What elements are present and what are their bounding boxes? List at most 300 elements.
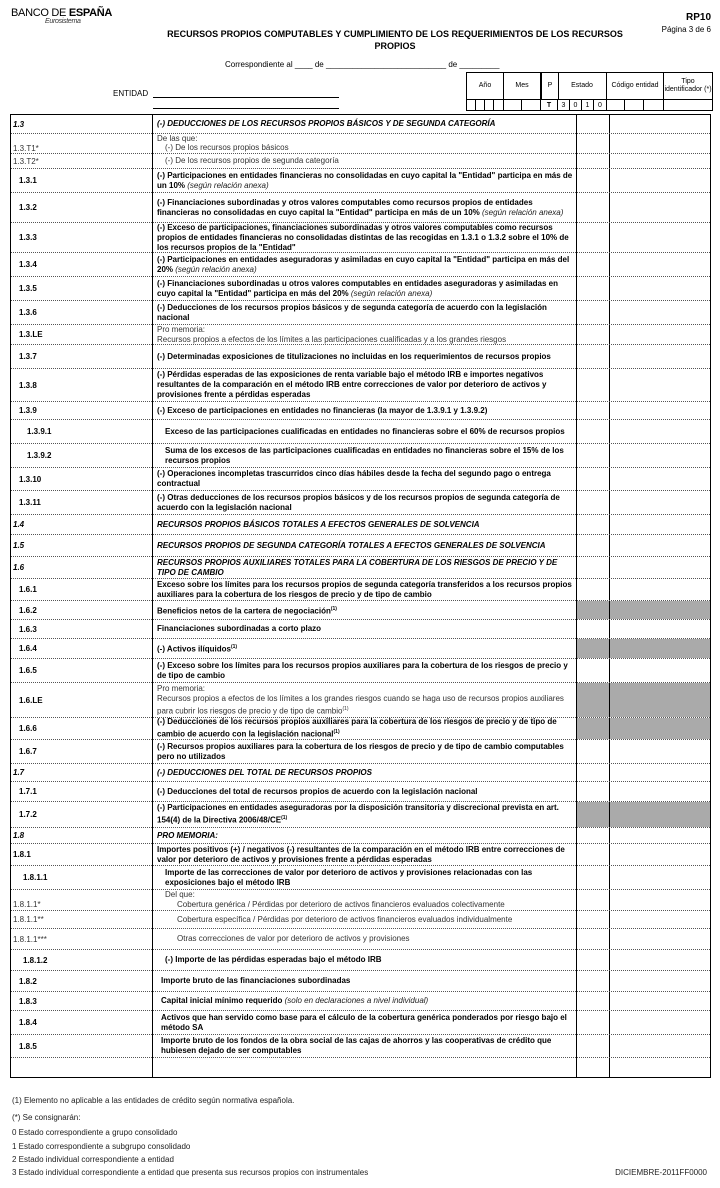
- value-cell-2[interactable]: [610, 764, 710, 781]
- entity-code-header: Código entidad: [607, 73, 664, 99]
- row-code: 1.5: [13, 541, 25, 550]
- row-code: 1.6.6: [19, 724, 37, 733]
- table-row: [11, 325, 710, 345]
- row-text: Importe bruto de los fondos de la obra social de las cajas de ahorros y las cooperativas de crédito que hubiesen dejado de ser computables: [161, 1036, 552, 1055]
- table-row: [11, 515, 710, 535]
- row-description: [153, 115, 575, 133]
- value-cell-2: [610, 802, 710, 827]
- value-cell-2[interactable]: [610, 468, 710, 490]
- row-text: (-) Recursos propios auxiliares para la cobertura de los riesgos de precio y de tipo de cambio computables pero no utilizados: [157, 741, 564, 761]
- row-text: (-) Deducciones de los recursos propios básicos y de segunda categoría de acuerdo con la legislación nacional: [157, 302, 547, 322]
- row-code: 1.3.3: [19, 233, 37, 242]
- row-description: [153, 535, 575, 556]
- value-cell-1[interactable]: [577, 402, 609, 419]
- table-row: [11, 535, 710, 557]
- value-cell-2[interactable]: [610, 740, 710, 763]
- value-cell-2[interactable]: [610, 253, 710, 276]
- footer-note: 0 Estado correspondiente a grupo consolidado: [12, 1128, 178, 1137]
- id-cell[interactable]: [644, 100, 664, 111]
- row-description: [153, 639, 575, 658]
- footnote-ref: (1): [330, 605, 337, 612]
- value-cell-1[interactable]: [577, 444, 609, 467]
- value-cell-1[interactable]: [577, 535, 609, 556]
- value-cell-1[interactable]: [577, 890, 609, 899]
- value-cell-2[interactable]: [610, 620, 710, 638]
- row-text: (-) DEDUCCIONES DE LOS RECURSOS PROPIOS BÁSICOS Y DE SEGUNDA CATEGORÍA: [157, 119, 496, 128]
- value-cell-2[interactable]: [610, 971, 710, 991]
- row-description: [153, 154, 575, 168]
- row-text: (-) De los recursos propios básicos: [165, 143, 289, 152]
- table-row: [11, 782, 710, 802]
- row-text: De las que:: [157, 133, 198, 143]
- report-table: [10, 114, 711, 1078]
- table-row: [11, 115, 710, 134]
- row-code: 1.6.4: [19, 644, 37, 653]
- table-row: [11, 444, 710, 468]
- row-code: 1.3.T1*: [13, 143, 39, 153]
- row-code: 1.3.8: [19, 380, 37, 390]
- row-code: 1.3.9.2: [27, 451, 52, 460]
- table-row: [11, 491, 710, 515]
- p-header: P: [541, 73, 559, 99]
- row-text: (-) Participaciones en entidades aseguradoras por la disposición transitoria y discrecional prevista en art. 154(4) de la Directiva 2006/48/CE: [157, 803, 559, 825]
- value-cell-2[interactable]: [610, 535, 710, 556]
- entity-field-line-2[interactable]: [153, 108, 339, 109]
- value-cell-1[interactable]: [577, 828, 609, 843]
- value-cell-1[interactable]: [577, 911, 609, 928]
- row-text: Exceso de las participaciones cualificadas en entidades no financieras sobre el 60% de recursos propios: [165, 426, 565, 436]
- value-cell-1[interactable]: [577, 193, 609, 222]
- value-cell-1[interactable]: [577, 782, 609, 801]
- row-description: [153, 683, 575, 717]
- row-code: 1.6.1: [19, 585, 37, 594]
- row-code: 1.6: [13, 563, 25, 572]
- entity-label: ENTIDAD: [113, 89, 149, 98]
- row-code: 1.3.1: [19, 176, 37, 185]
- row-text: Pro memoria: Recursos propios a efectos de los límites a los grandes riesgos cuando se haga uso de recursos propios auxiliares para cubrir los riesgos de precio y de tipo de cambio: [157, 683, 564, 716]
- value-cell-1[interactable]: [577, 134, 609, 143]
- value-cell-2[interactable]: [610, 911, 710, 928]
- row-description: [153, 223, 575, 252]
- row-text: Otras correcciones de valor por deterioro de activos y provisiones: [177, 934, 410, 943]
- value-cell-2[interactable]: [610, 491, 710, 514]
- row-code: 1.3.T2*: [13, 156, 39, 166]
- row-description: [153, 992, 575, 1010]
- row-text: (-) Pérdidas esperadas de las exposiciones de renta variable bajo el método IRB e importes negativos resultantes de la comparación en el método IRB entre correcciones de valor por deterioro de activos y provisiones frente a pérdidas esperadas: [157, 370, 547, 399]
- form-code: RP10: [685, 12, 711, 23]
- value-cell-1: [577, 802, 609, 827]
- row-code: 1.8.1.1***: [13, 934, 47, 944]
- table-row: [11, 1035, 710, 1058]
- value-cell-2[interactable]: [610, 223, 710, 252]
- table-row: [11, 802, 710, 828]
- row-code: 1.7.1: [19, 787, 37, 796]
- row-description: [153, 325, 575, 344]
- row-code: 1.6.2: [19, 605, 37, 615]
- value-cell-2[interactable]: [610, 782, 710, 801]
- value-cell-1[interactable]: [577, 253, 609, 276]
- row-text: (-) Importe de las pérdidas esperadas bajo el método IRB: [165, 955, 382, 964]
- row-code: 1.6.3: [19, 624, 37, 634]
- row-text: Activos que han servido como base para el cálculo de la cobertura genérica ponderados por riesgo bajo el método SA: [161, 1012, 567, 1032]
- row-text: (-) De los recursos propios de segunda categoría: [165, 156, 339, 165]
- row-description: [153, 345, 575, 368]
- state-header: Estado: [558, 73, 607, 99]
- value-cell-2[interactable]: [610, 369, 710, 401]
- table-row: [11, 193, 710, 223]
- logo-subtitle: Eurosistema: [45, 18, 81, 25]
- table-row: [11, 277, 710, 301]
- bank-logo: [11, 7, 112, 25]
- value-cell-2: [610, 718, 710, 739]
- value-cell-1[interactable]: [577, 929, 609, 949]
- table-row: [11, 253, 710, 277]
- row-code: 1.7: [13, 768, 25, 777]
- value-cell-1[interactable]: [577, 740, 609, 763]
- row-text: (-) Participaciones en entidades financieras no consolidadas en cuyo capital la "Entidad" participa en más de un 10%: [157, 170, 573, 190]
- id-cell[interactable]: [664, 100, 711, 111]
- row-text: RECURSOS PROPIOS DE SEGUNDA CATEGORÍA TOTALES A EFECTOS GENERALES DE SOLVENCIA: [157, 540, 546, 550]
- id-cells: [467, 99, 712, 111]
- row-code: 1.8.4: [19, 1018, 37, 1027]
- row-description: [153, 782, 575, 801]
- row-description: [153, 402, 575, 419]
- id-cell[interactable]: [494, 100, 504, 111]
- row-text: Exceso sobre los límites para los recursos propios de segunda categoría transferidos a los recursos propios auxiliares para la cobertura de los riesgos de precio y de tipo de cambio: [157, 579, 572, 599]
- row-description: [153, 193, 575, 222]
- value-cell-2[interactable]: [610, 444, 710, 467]
- row-text: (-) Deducciones del total de recursos propios de acuerdo con la legislación nacional: [157, 786, 478, 796]
- id-cell[interactable]: 0: [594, 100, 607, 111]
- row-description: [153, 420, 575, 443]
- row-description: [153, 911, 575, 928]
- value-cell-2[interactable]: [610, 515, 710, 534]
- value-cell-1[interactable]: [577, 169, 609, 192]
- value-cell-1[interactable]: [577, 866, 609, 889]
- table-row: [11, 1011, 710, 1035]
- row-text: RECURSOS PROPIOS AUXILIARES TOTALES PARA LA COBERTURA DE LOS RIESGOS DE PRECIO Y DE TIPO DE CAMBIO: [157, 557, 558, 577]
- footnote-ref: (1): [230, 644, 238, 651]
- row-text: (-) Exceso de participaciones, financiaciones subordinadas y otros valores computables como recursos propios de entidades financieras no consolidadas distintas de las recogidas en 1.3.1 o 1.3.2 sobre el 10% de los recursos propios de la "Entidad": [157, 222, 569, 252]
- row-code: [11, 134, 160, 143]
- row-text: (-) Otras deducciones de los recursos propios básicos y de los recursos propios de segunda categoría de acuerdo con la legislación nacional: [157, 492, 560, 512]
- year-header: Año: [467, 73, 504, 99]
- footnote-ref: (1): [333, 729, 340, 736]
- value-cell-1[interactable]: [577, 420, 609, 443]
- row-code: 1.3.9: [19, 406, 37, 415]
- row-description: [153, 1011, 575, 1034]
- value-cell-2[interactable]: [610, 143, 710, 153]
- table-row: [11, 620, 710, 639]
- value-cell-1[interactable]: [577, 844, 609, 865]
- value-cell-2[interactable]: [610, 1035, 710, 1057]
- value-cell-2: [610, 639, 710, 658]
- value-cell-1[interactable]: [577, 115, 609, 133]
- table-row: [11, 971, 710, 992]
- row-code: 1.6.5: [19, 666, 37, 675]
- row-text: Importes positivos (+) / negativos (-) resultantes de la comparación en el método IRB entre correcciones de valor por deterioro de activos y provisiones frente a pérdidas esperadas: [157, 844, 565, 864]
- value-cell-1[interactable]: [577, 301, 609, 324]
- row-code: 1.3.5: [19, 284, 37, 293]
- row-description: [153, 444, 575, 467]
- table-row: [11, 557, 710, 579]
- table-row: [11, 369, 710, 402]
- row-note: (según relación anexa): [479, 207, 564, 217]
- row-description: [153, 143, 575, 153]
- table-row: [11, 639, 710, 659]
- value-cell-2[interactable]: [610, 154, 710, 168]
- row-text: (-) Deducciones de los recursos propios auxiliares para la cobertura de los riesgos de precio y de tipo de cambio de acuerdo con la legislación nacional: [157, 717, 557, 739]
- value-cell-1[interactable]: [577, 143, 609, 153]
- row-text: Importe bruto de las financiaciones subordinadas: [161, 976, 351, 985]
- id-type-header: Tipo identificador (*): [664, 78, 712, 93]
- row-description: [153, 899, 575, 910]
- value-cell-1: [577, 718, 609, 739]
- row-text: (-) Operaciones incompletas trascurridos cinco días hábiles desde la fecha del segundo pago o entrega contractual: [157, 469, 551, 488]
- row-description: [153, 468, 575, 490]
- table-row: [11, 579, 710, 601]
- row-text: (-) Activos ilíquidos: [157, 644, 231, 654]
- id-cell[interactable]: [467, 100, 476, 111]
- value-cell-2[interactable]: [610, 950, 710, 970]
- id-cell[interactable]: [625, 100, 644, 111]
- value-cell-2[interactable]: [610, 301, 710, 324]
- table-row: [11, 740, 710, 764]
- id-cell[interactable]: [522, 100, 541, 111]
- footer-note: 3 Estado individual correspondiente a entidad que presenta sus recursos propios con instrumentales: [12, 1168, 369, 1177]
- value-cell-2[interactable]: [610, 169, 710, 192]
- row-code: [11, 890, 160, 899]
- row-code: 1.3.6: [19, 308, 37, 317]
- row-description: [153, 971, 575, 991]
- footer-note: 1 Estado correspondiente a subgrupo consolidado: [12, 1142, 191, 1151]
- row-description: [153, 950, 575, 970]
- table-row: [11, 169, 710, 193]
- value-cell-2[interactable]: [610, 325, 710, 344]
- id-cell[interactable]: [504, 100, 522, 111]
- value-cell-1[interactable]: [577, 369, 609, 401]
- row-description: [153, 557, 575, 578]
- row-text: RECURSOS PROPIOS BÁSICOS TOTALES A EFECTOS GENERALES DE SOLVENCIA: [157, 519, 480, 529]
- row-description: [153, 620, 575, 638]
- value-cell-1: [577, 639, 609, 658]
- row-code: 1.3.LE: [19, 330, 43, 339]
- page-title: RECURSOS PROPIOS COMPUTABLES Y CUMPLIMIENTO DE LOS REQUERIMIENTOS DE LOS RECURSOS PROPIOS: [167, 29, 623, 51]
- table-row: [11, 866, 710, 890]
- table-row: [11, 154, 710, 169]
- value-cell-2: [610, 683, 710, 717]
- id-cell[interactable]: [476, 100, 485, 111]
- row-code: 1.6.LE: [19, 695, 43, 705]
- table-row: [11, 402, 710, 420]
- table-row: [11, 899, 710, 911]
- row-description: [153, 491, 575, 514]
- value-cell-1[interactable]: [577, 899, 609, 910]
- footer-note: (1) Elemento no aplicable a las entidades de crédito según normativa española.: [12, 1096, 295, 1105]
- row-description: [153, 890, 575, 899]
- value-cell-2[interactable]: [610, 1011, 710, 1034]
- row-text: (-) Financiaciones subordinadas y otros valores computables como recursos propios de entidades financieras no consolidadas en cuyo capital la "Entidad" participa en más de un 10%: [157, 197, 533, 217]
- table-row: [11, 223, 710, 253]
- row-description: [153, 764, 575, 781]
- row-text: (-) DEDUCCIONES DEL TOTAL DE RECURSOS PROPIOS: [157, 767, 372, 777]
- value-cell-2[interactable]: [610, 828, 710, 843]
- value-cell-2[interactable]: [610, 402, 710, 419]
- value-cell-2[interactable]: [610, 193, 710, 222]
- table-row: [11, 764, 710, 782]
- value-cell-1[interactable]: [577, 515, 609, 534]
- value-cell-2[interactable]: [610, 866, 710, 889]
- value-cell-2[interactable]: [610, 277, 710, 300]
- value-cell-1[interactable]: [577, 764, 609, 781]
- value-cell-2[interactable]: [610, 420, 710, 443]
- row-description: [153, 579, 575, 600]
- value-cell-2[interactable]: [610, 579, 710, 600]
- row-description: [153, 515, 575, 534]
- row-description: [153, 1035, 575, 1057]
- value-cell-1[interactable]: [577, 345, 609, 368]
- value-cell-2[interactable]: [610, 134, 710, 143]
- row-description: [153, 844, 575, 865]
- table-row: [11, 468, 710, 491]
- row-description: [153, 740, 575, 763]
- row-description: [153, 659, 575, 682]
- value-cell-2[interactable]: [610, 899, 710, 910]
- row-code: 1.8.1: [13, 850, 31, 859]
- row-description: [153, 828, 575, 843]
- logo-text-a: BANCO DE: [11, 7, 69, 19]
- value-cell-2[interactable]: [610, 992, 710, 1010]
- row-description: [153, 929, 575, 949]
- table-row: [11, 420, 710, 444]
- row-text: (-) Determinadas exposiciones de titulizaciones no incluidas en los requerimientos de recursos propios: [157, 351, 551, 361]
- row-text: (-) Financiaciones subordinadas u otros valores computables en entidades aseguradoras y asimiladas en cuyo capital la "Entidad" participa en más del 20%: [157, 278, 559, 298]
- row-note: (según relación anexa): [185, 180, 269, 190]
- value-cell-1: [577, 683, 609, 717]
- footnote-ref: (1): [281, 815, 288, 822]
- value-cell-1[interactable]: [577, 557, 609, 578]
- row-code: 1.3.7: [19, 352, 37, 361]
- row-code: 1.6.7: [19, 747, 37, 756]
- value-cell-1[interactable]: [577, 620, 609, 638]
- table-row: [11, 301, 710, 325]
- id-cell[interactable]: 3: [558, 100, 570, 111]
- value-cell-2[interactable]: [610, 844, 710, 865]
- row-code: 1.3.4: [19, 260, 37, 269]
- row-code: 1.7.2: [19, 810, 37, 819]
- row-code: 1.3.9.1: [27, 427, 52, 436]
- row-description: [153, 277, 575, 300]
- value-cell-1[interactable]: [577, 223, 609, 252]
- row-text: (-) Exceso sobre los límites para los recursos propios auxiliares para la cobertura de los riesgos de precio y de tipo de cambio: [157, 660, 568, 680]
- table-row: [11, 911, 710, 929]
- row-text: Capital inicial mínimo requerido: [161, 996, 283, 1005]
- row-text: Importe de las correcciones de valor por deterioro de activos y provisiones relacionadas con las exposiciones bajo el método IRB: [165, 867, 533, 887]
- row-description: [153, 369, 575, 401]
- value-cell-2[interactable]: [610, 890, 710, 899]
- row-note: (según relación anexa): [173, 264, 257, 274]
- row-code: 1.8.1.1**: [13, 915, 44, 924]
- row-code: 1.4: [13, 520, 25, 529]
- row-text: (-) Exceso de participaciones en entidades no financieras (la mayor de 1.3.9.1 y 1.3.9.2): [157, 405, 488, 415]
- footnote-ref: (1): [342, 705, 349, 712]
- value-cell-1[interactable]: [577, 277, 609, 300]
- table-row: [11, 890, 710, 899]
- value-cell-2[interactable]: [610, 659, 710, 682]
- id-cell[interactable]: T: [541, 100, 558, 111]
- value-cell-1[interactable]: [577, 491, 609, 514]
- id-cell[interactable]: 0: [570, 100, 582, 111]
- row-code: 1.3: [13, 119, 25, 129]
- row-text: Cobertura específica / Pérdidas por deterioro de activos financieros evaluados individualmente: [177, 914, 513, 924]
- row-text: (-) Participaciones en entidades aseguradoras y asimiladas en cuyo capital la "Entidad" participa en más del 20%: [157, 254, 570, 274]
- id-cell[interactable]: [485, 100, 494, 111]
- table-row: [11, 844, 710, 866]
- footer-reference: DICIEMBRE-2011FF0000: [615, 1168, 707, 1177]
- row-text: Financiaciones subordinadas a corto plazo: [157, 624, 322, 633]
- row-description: [153, 866, 575, 889]
- value-cell-1[interactable]: [577, 1011, 609, 1034]
- table-row: [11, 345, 710, 369]
- value-cell-1: [577, 601, 609, 619]
- table-row: [11, 659, 710, 683]
- row-note: (solo en declaraciones a nivel individual): [282, 996, 429, 1005]
- period-field[interactable]: Correspondiente al ____ de ___________________________ de _________: [225, 60, 500, 69]
- value-cell-1[interactable]: [577, 971, 609, 991]
- row-description: [153, 718, 575, 739]
- table-row: [11, 992, 710, 1011]
- value-cell-1[interactable]: [577, 154, 609, 168]
- id-cell[interactable]: 1: [582, 100, 594, 111]
- row-code: 1.8: [13, 831, 25, 840]
- footer-note: 2 Estado individual correspondiente a entidad: [12, 1155, 174, 1164]
- row-code: 1.8.1.1*: [13, 900, 41, 909]
- row-text: Pro memoria: Recursos propios a efectos de los límites a las participaciones cualificadas y a los grandes riesgos: [157, 324, 507, 344]
- value-cell-1[interactable]: [577, 992, 609, 1010]
- entity-field-line-1[interactable]: [153, 97, 339, 98]
- row-text: PRO MEMORIA:: [157, 830, 218, 840]
- id-cell[interactable]: [607, 100, 625, 111]
- row-description: [153, 601, 575, 619]
- value-cell-2[interactable]: [610, 115, 710, 133]
- table-row: [11, 683, 710, 718]
- table-row: [11, 718, 710, 740]
- row-text: Beneficios netos de la cartera de negociación: [157, 606, 331, 616]
- row-code: 1.8.5: [19, 1041, 37, 1051]
- value-cell-2[interactable]: [610, 929, 710, 949]
- row-text: Suma de los excesos de las participaciones cualificadas en entidades no financieras sobre el 15% de los recursos propios: [165, 445, 564, 465]
- row-text: Cobertura genérica / Pérdidas por deterioro de activos financieros evaluados colectivamente: [177, 899, 505, 909]
- value-cell-2[interactable]: [610, 345, 710, 368]
- value-cell-1[interactable]: [577, 1035, 609, 1057]
- table-row: [11, 143, 710, 154]
- row-code: 1.3.11: [19, 498, 41, 507]
- page-number: Página 3 de 6: [661, 25, 711, 34]
- value-cell-1[interactable]: [577, 659, 609, 682]
- table-row: [11, 828, 710, 844]
- row-code: 1.3.2: [19, 203, 37, 212]
- table-row: [11, 929, 710, 950]
- table-row: [11, 950, 710, 971]
- value-cell-1[interactable]: [577, 579, 609, 600]
- value-cell-1[interactable]: [577, 325, 609, 344]
- row-code: 1.8.2: [19, 976, 37, 986]
- table-row: [11, 134, 710, 143]
- value-cell-1[interactable]: [577, 468, 609, 490]
- value-cell-2[interactable]: [610, 557, 710, 578]
- row-description: [153, 301, 575, 324]
- value-cell-1[interactable]: [577, 950, 609, 970]
